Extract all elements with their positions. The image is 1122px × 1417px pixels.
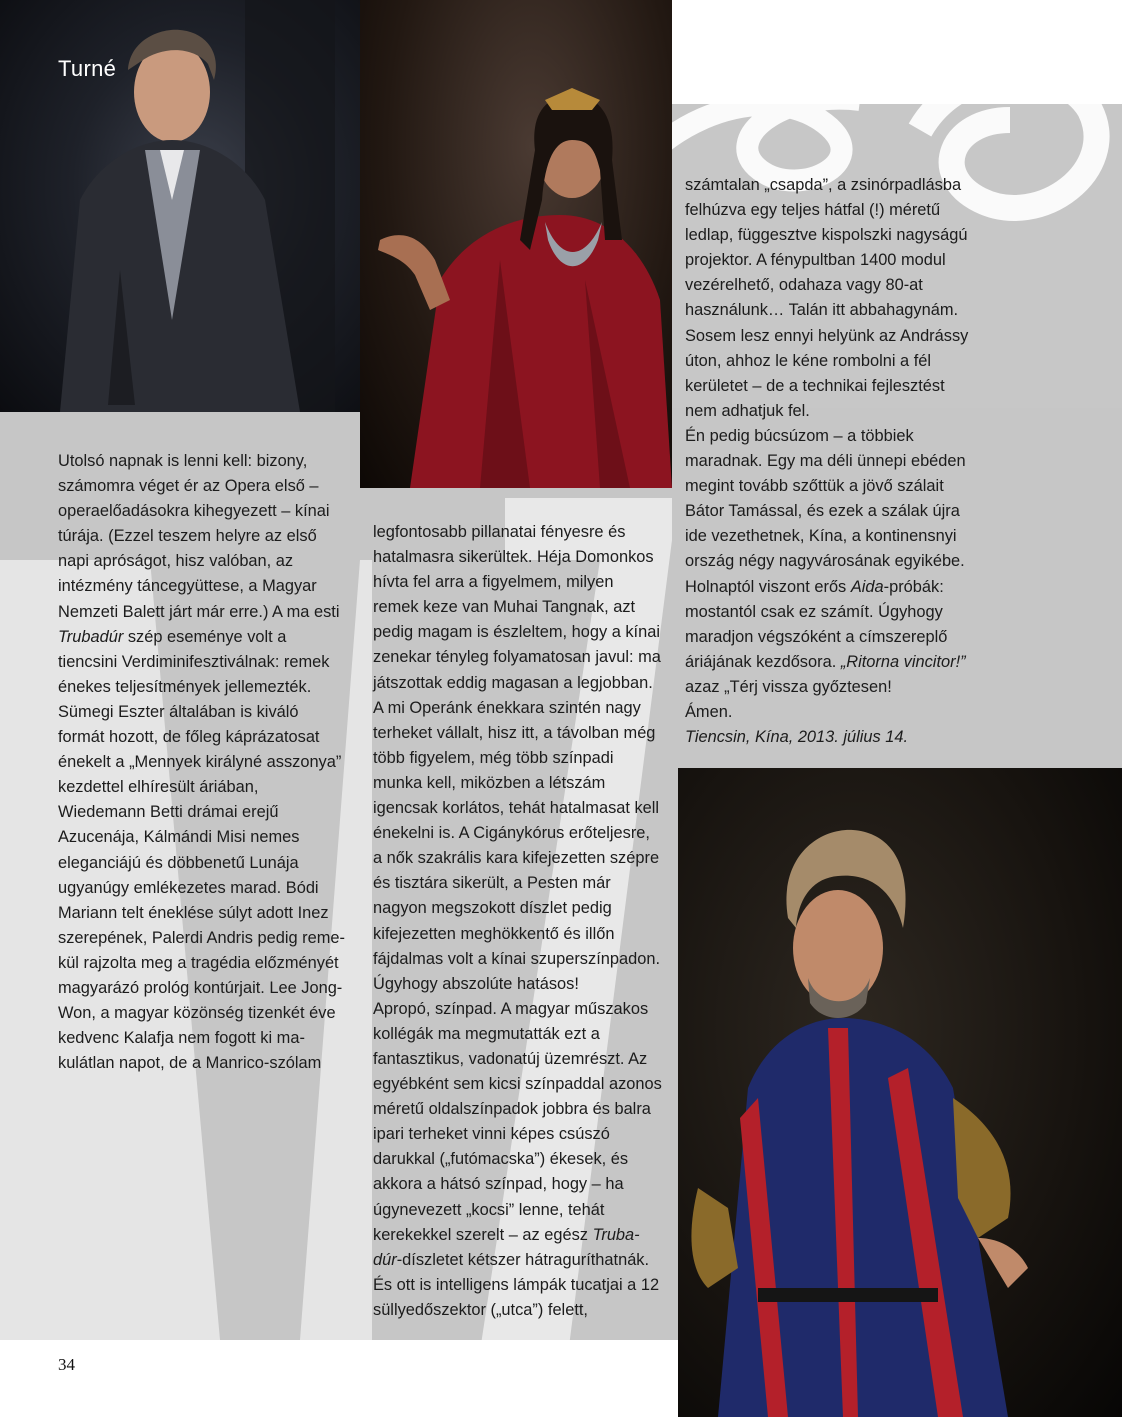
middle-paragraph-2	[373, 997, 663, 1323]
section-label: Turné	[58, 56, 117, 81]
right-text-italic-aida: Aida	[850, 577, 884, 596]
photo-singer-in-red-robe	[360, 0, 672, 488]
photo-troubadour-in-striped-costume	[678, 768, 1122, 1417]
right-dateline: Tiencsin, Kína, 2013. július 14.	[685, 728, 909, 747]
right-text-2: -próbák: mostantól csak ez számít. Úgyhogy maradjon végszóként a címszereplő áriájának kezdősora.	[685, 577, 948, 671]
page-number: 34	[58, 1355, 75, 1374]
photo-troubadour-drawing	[678, 768, 1122, 1417]
right-paragraph-1: számtalan „csapda”, a zsinórpadlásba felhúzva egy teljes hátfal (!) méretű ledlap, függesztve kispolszki nagyságú projektor. A fénypultban 1400 modul vezérelhető, odahaza vagy 80-at használunk… Talán itt abbahagynám. Sosem lesz ennyi helyünk az Andrássy úton, ahhoz le kéne rombolni a fél kerületet – de a technikai fejlesztést nem adhatjuk fel.	[685, 176, 969, 420]
middle-text-1: Apropó, színpad. A magyar műszakos kollégák ma megmutatták ezt a fantasztikus, vadonatúj üzemrészt. Az egyébként sem kicsi színpaddal azonos méretű oldalszínpadok jobbra és balra ipari terheket vinni képes csúszó darukkal („futómacska”) ékesek, és akkora a hátsó színpad, hogy – ha úgynevezett „kocsi” lenne, tehát kerekekkel szerelt – az egész	[373, 999, 662, 1244]
article-column-middle	[373, 520, 663, 1323]
left-text-2: szép eseménye volt a tiencsini Verdiminifesztiválnak: remek énekes teljesítmények jellemezték. Sümegi Eszter általában is kiváló formát hozott, de főleg káprázatosat énekelt a „Mennyek királyné asszonya” kezdettel elhíresült áriában, Wiedemann Betti drámai erejű Azucenája, Kálmándi Misi nemes eleganciájú és döbbenetű Lunája ugyanúgy emlékezetes marad. Bódi Mariann telt éneklése súlyt adott Inez szerepének, Palerdi Andris pedig remekül rajzolta meg a tragédia előzményét magyarázó prológ kontúrjait. Lee Jong-Won, a magyar közönség tizenkét éve kedvenc Kalafja nem fogott ki makulátlan napot, de a Manrico-szólam	[58, 627, 345, 1073]
left-text-italic-title: Trubadúr	[58, 627, 124, 646]
middle-text-2: -díszletet kétszer hátraguríthatnák. És ott is intelligens lámpák tucatjai a 12 süllyedőszektor („utca”) felett,	[373, 1250, 660, 1319]
right-text-italic-quote: „Ritorna vincitor!”	[840, 652, 966, 671]
right-text-1: Én pedig búcsúzom – a többiek maradnak. Egy ma déli ünnepi ebéden megint tovább szőttük a jövő szálait Bátor Tamással, és ezek a szálak újra ide vezethetnek, Kína, a kontinensnyi ország négy nagyvárosának egyikébe. Holnaptól viszont erős	[685, 426, 966, 596]
article-column-left	[58, 449, 348, 1076]
photo-man-drawing	[0, 0, 360, 412]
left-paragraph	[58, 449, 348, 1076]
left-text-1: Utolsó napnak is lenni kell: bizony, számomra véget ér az Opera első – operaelőadásokra kihegyezett – kínai túrája. (Ezzel teszem helyre az első napi apróságot, hisz valóban, az intézmény táncegyüttese, a Magyar Nemzeti Balett járt már erre.) A ma esti	[58, 452, 340, 621]
right-paragraph-amen: Ámen.	[685, 702, 733, 721]
middle-paragraph-1: legfontosabb pillanatai fényesre és hatalmasra sikerültek. Héja Domonkos hívta fel arra a figyelmem, milyen remek keze van Muhai Tangnak, azt pedig magam is észleltem, hogy a kínai zenekar tényleg folyamatosan javul: ma játszottak eddig magasan a legjobban. A mi Operánk énekkara szintén nagy terheket vállalt, hisz itt, a távolban még több figyelem, még több színpadi munka kell, miközben a létszám igencsak korlátos, tehát hatalmasat kell énekelni is. A Cigánykórus erőteljesre, a nők szakrális kara kifejezetten szépre és tisztára sikerült, a Pesten már nagyon megszokott díszlet pedig kifejezetten meghökkentő és illőn fájdalmas volt a kínai szuperszínpadon. Úgyhogy abszolúte hatásos!	[373, 523, 661, 993]
middle-text-italic-title: Trubadúr	[373, 1225, 640, 1269]
right-paragraph-2	[685, 424, 977, 700]
photo-man-in-dark-costume	[0, 0, 360, 412]
right-text-3: azaz „Térj vissza győztesen!	[685, 677, 892, 696]
photo-singer-drawing	[360, 0, 672, 488]
article-column-right	[685, 173, 977, 750]
